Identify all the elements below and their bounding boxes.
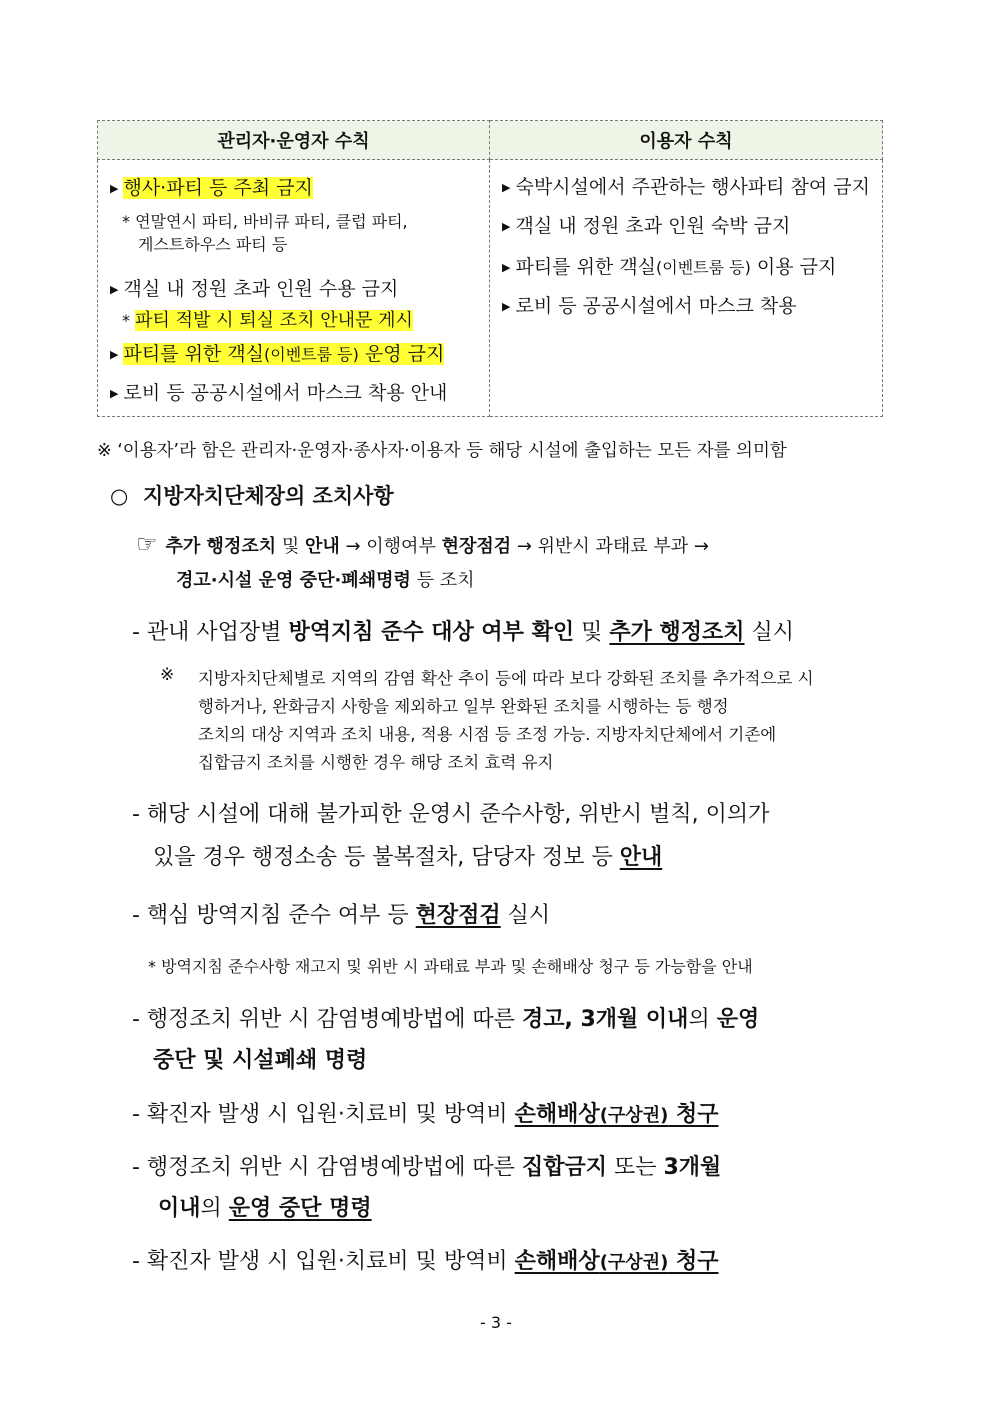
site-inspection-note: * 방역지침 준수사항 재고지 및 위반 시 과태료 부과 및 손해배상 청구 등 가능함을 안내 [148,957,753,976]
user-rules-cell [490,160,883,417]
section-heading [110,480,394,510]
triangle-bullet-icon: ▶ [110,283,119,296]
user-definition-footnote: ※ ‘이용자’라 함은 관리자·운영자·종사자·이용자 등 해당 시설에 출입하는 모든 자를 의미함 [97,441,787,461]
section-title: 지방자치단체장의 조치사항 [142,484,394,508]
operator-rules-cell [98,160,490,417]
user-rule-4: ▶ 로비 등 공공시설에서 마스크 착용 [502,295,797,317]
bullet-damages-claim-2: - 확진자 발생 시 입원·치료비 및 방역비 손해배상(구상권) 청구 [132,1249,719,1274]
operator-rule-3: ▶ 파티를 위한 객실(이벤트룸 등) 운영 금지 [110,343,445,365]
operator-rule-1-note-a: * 연말연시 파티, 바비큐 파티, 클럽 파티, [122,212,408,231]
note-mark: ※ [160,665,175,685]
procedure-summary-line-1: ☞ 추가 행정조치 및 안내 → 이행여부 현장점검 → 위반시 과태료 부과 → [136,530,710,558]
bullet-guidance-line-1: - 해당 시설에 대해 불가피한 운영시 준수사항, 위반시 벌칙, 이의가 [132,802,770,827]
operator-rule-1: ▶ 행사·파티 등 주최 금지 [110,177,313,199]
operator-rule-1-note-b: 게스트하우스 파티 등 [138,235,288,254]
triangle-bullet-icon: ▶ [110,182,119,195]
user-rule-1: ▶ 숙박시설에서 주관하는 행사파티 참여 금지 [502,176,870,198]
triangle-bullet-icon: ▶ [502,300,511,313]
operator-rule-2: ▶ 객실 내 정원 초과 인원 수용 금지 [110,278,399,300]
bullet-warning-line-1: - 행정조치 위반 시 감염병예방법에 따른 경고, 3개월 이내의 운영 [132,1007,760,1032]
note-line-2: 행하거나, 완화금지 사항을 제외하고 일부 완화된 조치를 시행하는 등 행정 [198,697,729,716]
bullet-gathering-ban-line-2: 이내의 운영 중단 명령 [158,1196,372,1221]
rules-table [97,120,883,417]
pointing-hand-icon: ☞ [136,530,158,558]
note-line-1: 지방자치단체별로 지역의 감염 확산 추이 등에 따라 보다 강화된 조치를 추가적으로 시 [198,669,814,688]
bullet-gathering-ban-line-1: - 행정조치 위반 시 감염병예방법에 따른 집합금지 또는 3개월 [132,1155,722,1180]
user-rule-3: ▶ 파티를 위한 객실(이벤트룸 등) 이용 금지 [502,256,837,278]
operator-rule-2-note: * 파티 적발 시 퇴실 조치 안내문 게시 [122,310,413,331]
triangle-bullet-icon: ▶ [502,261,511,274]
note-line-4: 집합금지 조치를 시행한 경우 해당 조치 효력 유지 [198,753,554,772]
operator-rule-4: ▶ 로비 등 공공시설에서 마스크 착용 안내 [110,382,448,404]
bullet-site-inspection: - 핵심 방역지침 준수 여부 등 현장점검 실시 [132,903,551,928]
note-line-3: 조치의 대상 지역과 조치 내용, 적용 시점 등 조정 가능. 지방자치단체에서 기존에 [198,725,777,744]
user-rule-2: ▶ 객실 내 정원 초과 인원 숙박 금지 [502,215,791,237]
col-header-user: 이용자 수칙 [490,121,883,160]
triangle-bullet-icon: ▶ [110,348,119,361]
triangle-bullet-icon: ▶ [502,181,511,194]
procedure-summary-line-2: 경고·시설 운영 중단·폐쇄명령 등 조치 [176,570,475,591]
page-number: - 3 - [480,1313,512,1332]
bullet-check-compliance: - 관내 사업장별 방역지침 준수 대상 여부 확인 및 추가 행정조치 실시 [132,620,795,645]
triangle-bullet-icon: ▶ [502,220,511,233]
circle-bullet-icon: ○ [110,484,129,508]
triangle-bullet-icon: ▶ [110,387,119,400]
bullet-guidance-line-2: 있을 경우 행정소송 등 불복절차, 담당자 정보 등 안내 [153,845,663,870]
bullet-damages-claim-1: - 확진자 발생 시 입원·치료비 및 방역비 손해배상(구상권) 청구 [132,1102,719,1127]
bullet-warning-line-2: 중단 및 시설폐쇄 명령 [153,1048,368,1073]
col-header-operator: 관리자·운영자 수칙 [98,121,490,160]
